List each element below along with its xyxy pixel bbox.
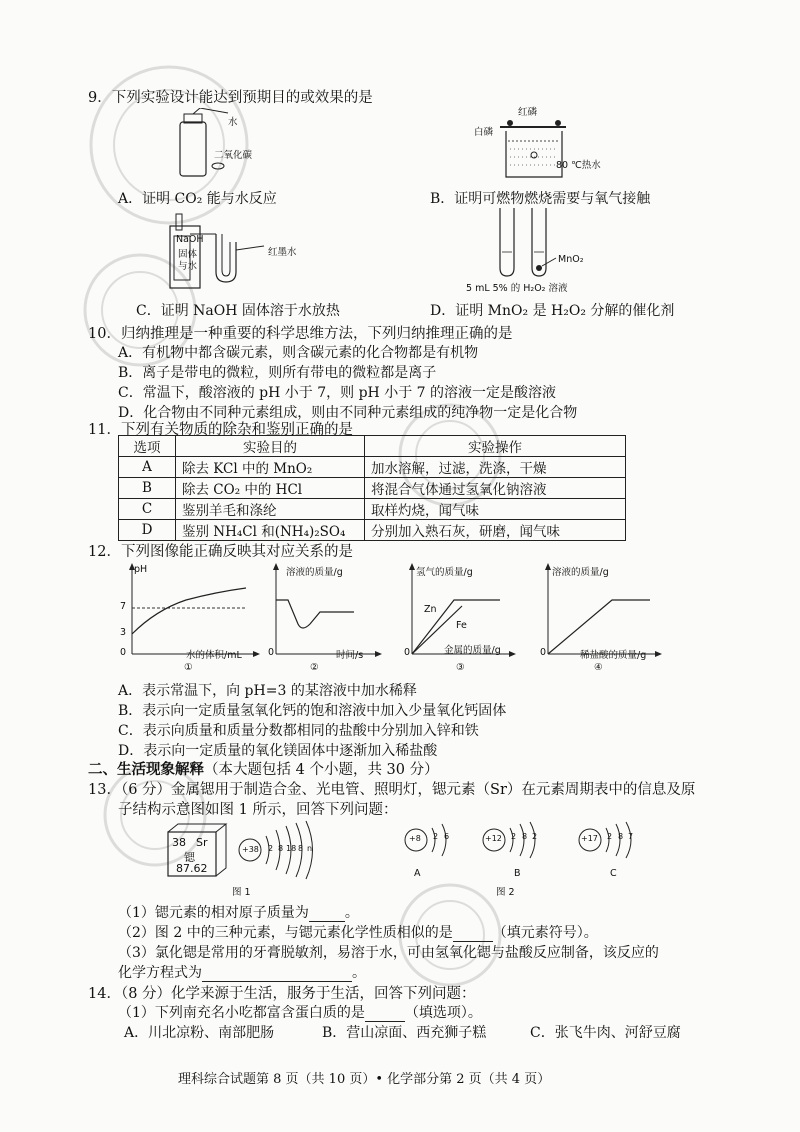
- q9b-white-p-label: 白磷: [474, 127, 494, 138]
- q13-sub-2-end: （填元素符号）。: [492, 925, 598, 941]
- q9d-mno2-label: MnO₂: [558, 254, 584, 265]
- q12-g2-xlabel: 时间/s: [336, 650, 364, 661]
- q12-g2-origin: 0: [268, 647, 275, 658]
- table-cell: 分别加入熟石灰，研磨，闻气味: [365, 520, 626, 541]
- atom-b-shell-3: 2: [532, 832, 538, 841]
- table-row: [119, 499, 626, 520]
- atom-c-label: C: [610, 868, 617, 879]
- q10-option-a: A．有机物中都含碳元素，则含碳元素的化合物都是有机物: [118, 345, 479, 361]
- q12-option-b: B．表示向一定质量氢氧化钙的饱和溶液中加入少量氧化钙固体: [118, 703, 507, 719]
- q13-sub-3b-end: 。: [352, 965, 366, 981]
- atom-a-shell-1: 2: [433, 832, 439, 841]
- atom-c-shell-3: 7: [628, 832, 634, 841]
- section-2-note: （本大题包括 4 个小题，共 30 分）: [204, 762, 439, 778]
- sr-shell-3: 18: [286, 844, 297, 853]
- q12-option-d: D．表示向一定质量的氧化镁固体中逐渐加入稀盐酸: [118, 743, 438, 759]
- sr-shell-4: 8: [298, 844, 304, 853]
- q12-stem: 12．下列图像能正确反映其对应关系的是: [88, 544, 353, 560]
- q12-g4-num: ④: [594, 662, 603, 673]
- q14-sub-1: [118, 1002, 482, 1022]
- q12-g1-origin: 0: [120, 647, 127, 658]
- q12-option-c: C．表示向质量和质量分数都相同的盐酸中分别加入锌和铁: [118, 723, 479, 739]
- q13-sub-1: [118, 902, 359, 922]
- q9d-h2o2-label: 5 mL 5% 的 H₂O₂ 溶液: [466, 283, 568, 294]
- fig-1-caption: 图 1: [232, 887, 251, 898]
- q12-g3-xlabel: 金属的质量/g: [444, 645, 501, 656]
- q9c-ink-label: 红墨水: [268, 247, 297, 258]
- answer-blank[interactable]: [365, 1005, 405, 1022]
- table-cell: 除去 CO₂ 中的 HCl: [176, 478, 365, 499]
- table-cell: 将混合气体通过氢氧化钠溶液: [365, 478, 626, 499]
- q9c-flask-utube-diagram: [160, 212, 270, 296]
- answer-blank[interactable]: [202, 965, 352, 982]
- sr-shell-2: 8: [278, 844, 284, 853]
- atom-a-nucleus: +8: [409, 834, 421, 843]
- q12-g3-fe-label: Fe: [456, 620, 467, 631]
- table-cell: 鉴别 NH₄Cl 和(NH₄)₂SO₄: [176, 520, 365, 541]
- sr-atomic-number: 38: [172, 836, 186, 849]
- q12-g1-xlabel: 水的体积/mL: [186, 650, 242, 661]
- q9a-co2-label: 二氧化碳: [214, 150, 253, 161]
- q10-option-d: D．化合物由不同种元素组成，则由不同种元素组成的纯净物一定是化合物: [118, 405, 578, 421]
- atom-b-shell-1: 2: [511, 832, 517, 841]
- q9b-hot-water-label: 80 ℃热水: [556, 160, 601, 171]
- q9d-caption: D．证明 MnO₂ 是 H₂O₂ 分解的催化剂: [430, 303, 675, 319]
- page-footer: 理科综合试题第 8 页（共 10 页）• 化学部分第 2 页（共 4 页）: [178, 1072, 551, 1087]
- q12-g4-xlabel: 稀盐酸的质量/g: [580, 650, 647, 661]
- q13-line-2: 子结构示意图如图 1 所示，回答下列问题：: [118, 802, 398, 818]
- section-2-heading: [88, 758, 439, 779]
- q9c-naoh-label: NaOH: [176, 234, 204, 245]
- q12-g3-origin: 0: [404, 647, 411, 658]
- q9c-solid-label: 固体: [178, 249, 198, 260]
- table-header: 实验目的: [176, 436, 365, 457]
- q9c-caption: C．证明 NaOH 固体溶于水放热: [136, 303, 340, 319]
- fig-2-caption: 图 2: [496, 887, 515, 898]
- atom-c-shell-2: 8: [618, 832, 624, 841]
- table-cell: 除去 KCl 中的 MnO₂: [176, 457, 365, 478]
- q12-g2-num: ②: [310, 662, 319, 673]
- q13-line-1: 13．（6 分）金属锶用于制造合金、光电管、照明灯，锶元素（Sr）在元素周期表中的信息及原: [88, 782, 696, 798]
- atom-b-label: B: [514, 868, 521, 879]
- q12-option-a: A．表示常温下，向 pH=3 的某溶液中加水稀释: [118, 683, 417, 699]
- table-header-row: [119, 436, 626, 457]
- table-cell: B: [119, 478, 176, 499]
- q11-table: [118, 435, 626, 541]
- q14-option-a: A．川北凉粉、南部肥肠: [124, 1025, 275, 1041]
- q12-g1-y3: 3: [120, 627, 127, 638]
- q12-g1-y7: 7: [120, 601, 127, 612]
- table-cell: 加水溶解，过滤，洗涤，干燥: [365, 457, 626, 478]
- q11-stem: 11．下列有关物质的除杂和鉴别正确的是: [88, 422, 353, 438]
- q9a-caption: A．证明 CO₂ 能与水反应: [118, 191, 277, 207]
- q9-stem: 9．下列实验设计能达到预期目的或效果的是: [88, 90, 373, 106]
- section-2-title: 二、生活现象解释: [88, 761, 204, 778]
- q12-g3-num: ③: [456, 662, 465, 673]
- atom-b-nucleus: +12: [485, 834, 502, 843]
- q13-sub-3b-text: 化学方程式为: [118, 965, 202, 981]
- q10-option-c: C．常温下，酸溶液的 pH 小于 7，则 pH 小于 7 的溶液一定是酸溶液: [118, 385, 557, 401]
- sr-name: 锶: [184, 851, 195, 864]
- q12-g3-zn-label: Zn: [424, 604, 437, 615]
- atom-b-shell-2: 8: [522, 832, 528, 841]
- table-cell: 鉴别羊毛和涤纶: [176, 499, 365, 520]
- sr-shell-5: n: [307, 844, 313, 853]
- q10-stem: 10．归纳推理是一种重要的科学思维方法，下列归纳推理正确的是: [88, 326, 513, 342]
- q14-option-b: B．营山凉面、西充狮子糕: [322, 1025, 487, 1041]
- q14-option-c: C．张飞牛肉、河舒豆腐: [530, 1025, 681, 1041]
- q9b-caption: B．证明可燃物燃烧需要与氧气接触: [430, 191, 651, 207]
- q9b-red-p-label: 红磷: [518, 107, 538, 118]
- q9a-bottle-diagram: [170, 108, 230, 180]
- table-row: [119, 478, 626, 499]
- answer-blank[interactable]: [453, 925, 493, 942]
- q13-sub-1-text: （1）锶元素的相对原子质量为: [118, 905, 309, 921]
- q12-g3-ylabel: 氢气的质量/g: [416, 567, 473, 578]
- sr-symbol: Sr: [196, 836, 208, 849]
- q13-sub-2: [118, 922, 598, 942]
- table-row: [119, 520, 626, 541]
- q9c-water-label: 与水: [178, 261, 198, 272]
- q13-sub-1-end: 。: [344, 905, 359, 921]
- sr-mass: 87.62: [176, 862, 208, 875]
- atom-a-shell-2: 6: [444, 832, 450, 841]
- table-row: [119, 457, 626, 478]
- q12-g1-num: ①: [184, 662, 193, 673]
- table-cell: D: [119, 520, 176, 541]
- table-cell: C: [119, 499, 176, 520]
- sr-nucleus: +38: [242, 845, 259, 854]
- q14-stem: 14．（8 分）化学来源于生活，服务于生活，回答下列问题：: [88, 986, 476, 1002]
- atom-a-label: A: [414, 868, 421, 879]
- sr-shell-1: 2: [268, 844, 274, 853]
- q10-option-b: B．离子是带电的微粒，则所有带电的微粒都是离子: [118, 365, 437, 381]
- atom-c-nucleus: +17: [581, 834, 598, 843]
- table-header: 选项: [119, 436, 176, 457]
- table-cell: A: [119, 457, 176, 478]
- q12-g1-ylabel: pH: [134, 564, 148, 575]
- answer-blank[interactable]: [309, 905, 345, 922]
- q9d-test-tubes-diagram: [494, 206, 558, 282]
- q13-sub-3a: （3）氯化锶是常用的牙膏脱敏剂，易溶于水，可由氢氧化锶与盐酸反应制备，该反应的: [118, 945, 659, 961]
- q13-sub-3b: [118, 962, 366, 982]
- q14-sub-1-text: （1）下列南充名小吃都富含蛋白质的是: [118, 1005, 365, 1021]
- table-header: 实验操作: [365, 436, 626, 457]
- table-cell: 取样灼烧，闻气味: [365, 499, 626, 520]
- atom-c-shell-1: 2: [607, 832, 613, 841]
- q12-g4-origin: 0: [540, 647, 547, 658]
- q9a-water-label: 水: [228, 117, 238, 128]
- q12-g2-ylabel: 溶液的质量/g: [286, 567, 343, 578]
- q14-sub-1-end: （填选项）。: [404, 1005, 482, 1021]
- q12-g4-ylabel: 溶液的质量/g: [552, 567, 609, 578]
- q13-sub-2-text: （2）图 2 中的三种元素，与锶元素化学性质相似的是: [118, 925, 453, 941]
